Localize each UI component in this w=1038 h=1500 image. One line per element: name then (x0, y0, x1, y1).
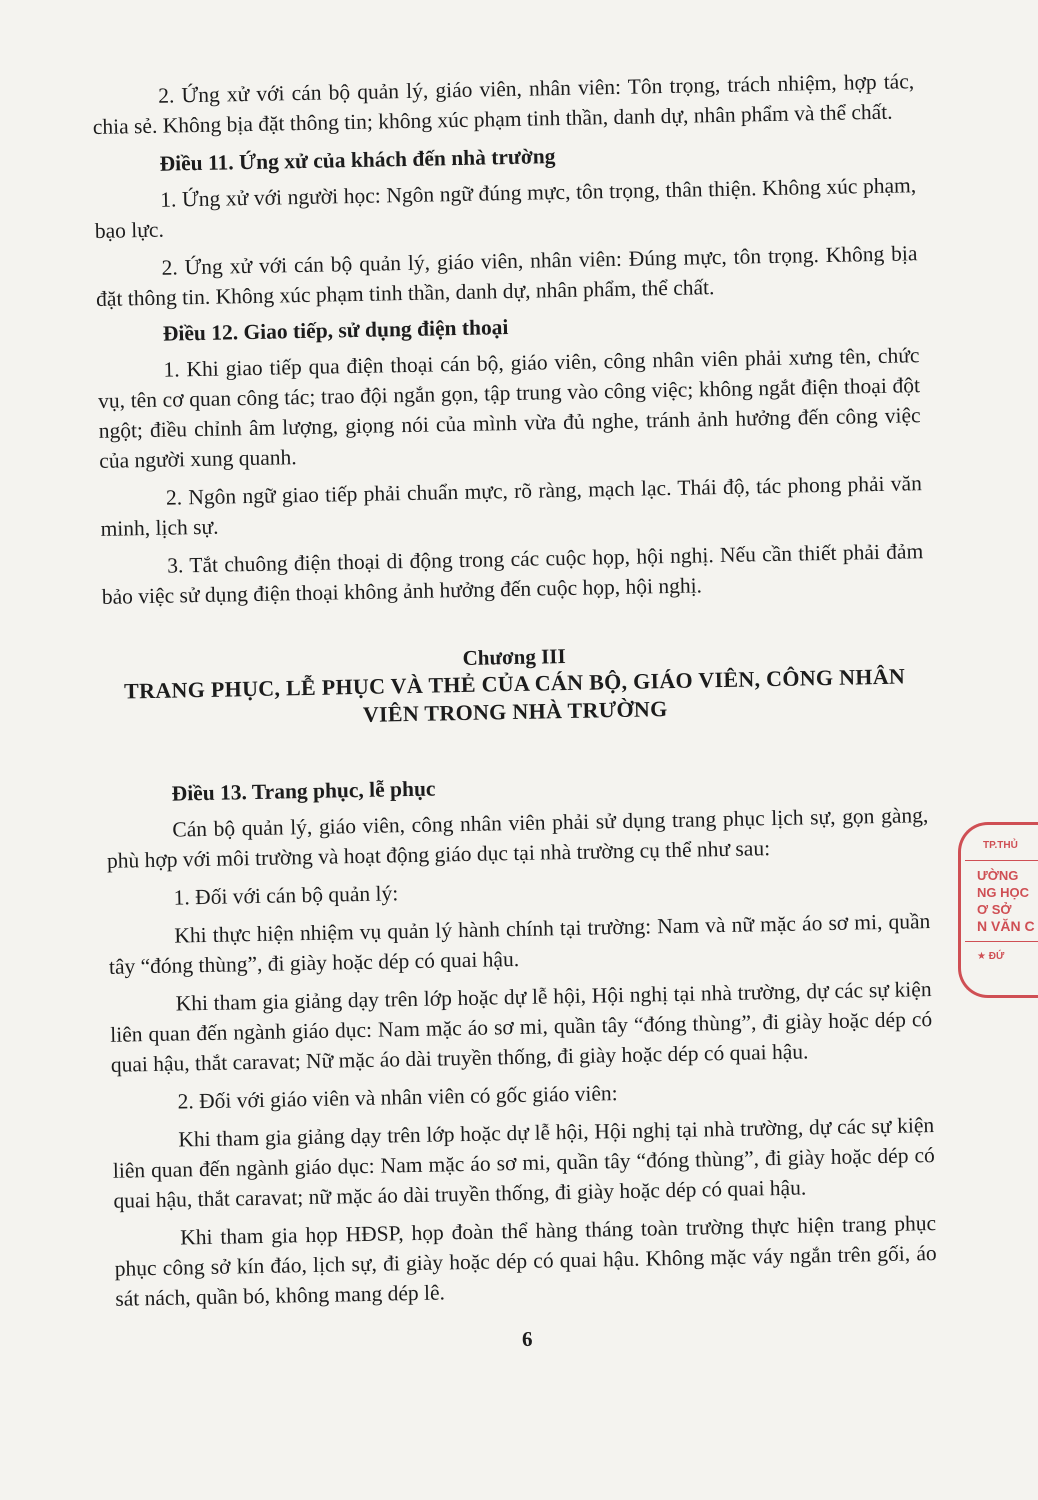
red-seal-stamp (958, 822, 1038, 998)
article12-item1: 1. Khi giao tiếp qua điện thoại cán bộ, giáo viên, công nhân viên phải xưng tên, chức vụ, tên cơ quan công tác; trao đội ngắn gọn, tập trung vào công việc; không ngắt điện thoại đột ngột; điều chỉnh âm lượng, giọng nói của mình vừa đủ nghe, tránh ảnh hưởng đến công việc của người xung quanh. (97, 343, 921, 473)
article12-item3: 3. Tắt chuông điện thoại di động trong các cuộc họp, hội nghị. Nếu cần thiết phải đảm bảo việc sử dụng điện thoại không ảnh hưởng đến cuộc họp, hội nghị. (101, 539, 924, 609)
article13-item2-b: Khi tham gia họp HĐSP, họp đoàn thể hàng tháng toàn trường thực hiện trang phục phục công sở kín đáo, lịch sự, đi giày hoặc dép có quai hậu. Không mặc váy ngắn trên gối, áo sát nách, quần bó, không mang dép lê. (114, 1211, 937, 1311)
stamp-text: Ơ SỞ (977, 902, 1012, 917)
article13-item1-b: Khi tham gia giảng dạy trên lớp hoặc dự lễ hội, Hội nghị tại nhà trường, dự các sự kiện liên quan đến ngành giáo dục: Nam mặc áo sơ mi, quần tây “đóng thùng”, đi giày hoặc dép có quai hậu, thắt caravat; Nữ mặc áo dài truyền thống, đi giày hoặc dép có quai hậu. (110, 977, 933, 1077)
stamp-inner-ring (965, 860, 1038, 942)
article13-item1-a: Khi thực hiện nhiệm vụ quản lý hành chính tại trường: Nam và nữ mặc áo sơ mi, quần tây “đóng thùng”, đi giày hoặc dép có quai hậu. (108, 909, 931, 979)
article11-item2: 2. Ứng xử với cán bộ quản lý, giáo viên, nhân viên: Đúng mực, tôn trọng. Không bịa đặt thông tin. Không xúc phạm tinh thần, danh dự, nhân phẩm, thể chất. (95, 241, 918, 311)
article13-item2: 2. Đối với giáo viên và nhân viên có gốc giáo viên: (177, 1081, 618, 1114)
stamp-text: N VĂN C (977, 918, 1035, 934)
chapter-title: TRANG PHỤC, LỄ PHỤC VÀ THẺ CỦA CÁN BỘ, GIÁO VIÊN, CÔNG NHÂN VIÊN TRONG NHÀ TRƯỜNG (123, 663, 906, 727)
page-body (92, 66, 938, 1362)
stamp-text: TP.THỦ (983, 840, 1018, 851)
stamp-text: ƯỜNG (977, 868, 1019, 883)
article12-item2: 2. Ngôn ngữ giao tiếp phải chuẩn mực, rõ ràng, mạch lạc. Thái độ, tác phong phải văn minh, lịch sự. (100, 471, 923, 541)
article13-item1: 1. Đối với cán bộ quản lý: (173, 881, 399, 910)
article13-heading: Điều 13. Trang phục, lễ phục (171, 776, 436, 806)
page-number: 6 (521, 1326, 533, 1351)
chapter-header (103, 636, 926, 734)
stamp-text: NG HỌC (977, 885, 1029, 900)
article10-item2: 2. Ứng xử với cán bộ quản lý, giáo viên, nhân viên: Tôn trọng, trách nhiệm, hợp tác, chia sẻ. Không bịa đặt thông tin; không xúc phạm tinh thần, danh dự, nhân phẩm và thể chất. (92, 69, 915, 139)
stamp-text: ★ ĐỨ (977, 951, 1005, 962)
article13-item2-a: Khi tham gia giảng dạy trên lớp hoặc dự lễ hội, Hội nghị tại nhà trường, dự các sự kiện liên quan đến ngành giáo dục: Nam mặc áo sơ mi, quần tây “đóng thùng”, đi giày hoặc dép có quai hậu, thắt caravat; nữ mặc áo dài truyền thống, đi giày hoặc dép có quai hậu. (112, 1113, 935, 1213)
chapter-number: Chương III (462, 644, 566, 670)
article13-intro: Cán bộ quản lý, giáo viên, công nhân viên phải sử dụng trang phục lịch sự, gọn gàng, phù hợp với môi trường và hoạt động giáo dục tại nhà trường cụ thể như sau: (106, 803, 929, 873)
article11-heading: Điều 11. Ứng xử của khách đến nhà trường (159, 144, 556, 176)
article11-item1: 1. Ứng xử với người học: Ngôn ngữ đúng mực, tôn trọng, thân thiện. Không xúc phạm, bạo lực. (94, 173, 917, 243)
article12-heading: Điều 12. Giao tiếp, sử dụng điện thoại (162, 315, 509, 346)
